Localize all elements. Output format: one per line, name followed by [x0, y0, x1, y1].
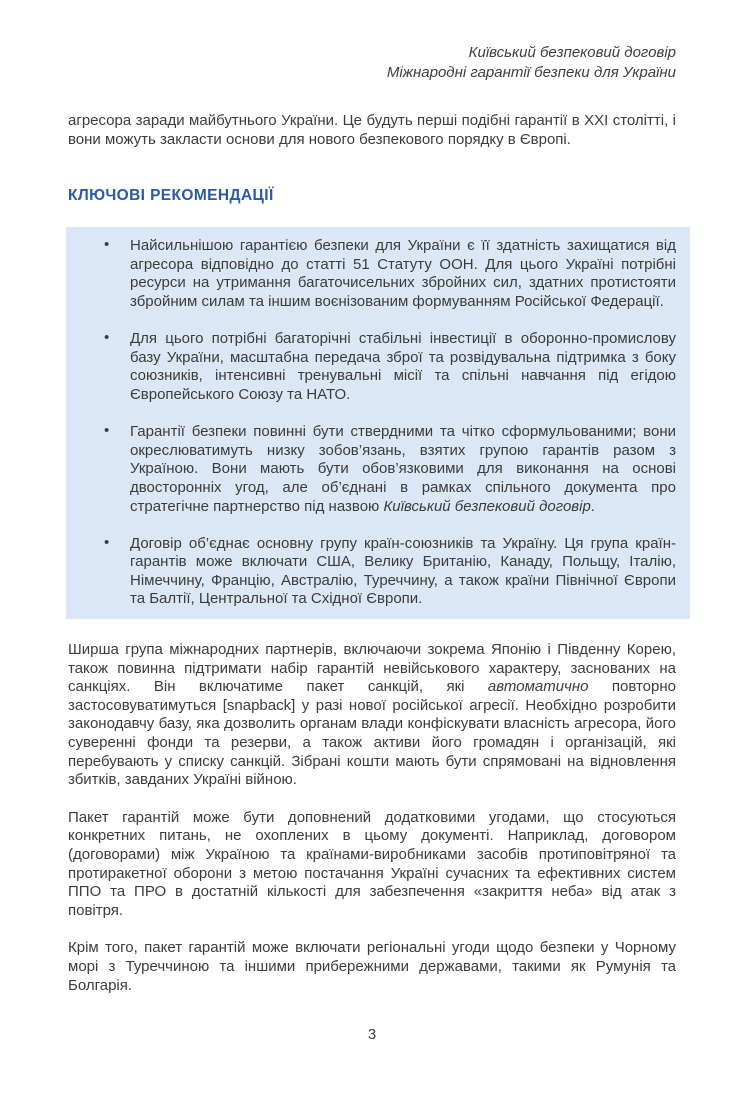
bullet-icon: •: [104, 533, 110, 551]
recommendation-text: [130, 423, 676, 516]
running-header: [68, 43, 676, 82]
header-subtitle: Міжнародні гарантії безпеки для України: [386, 63, 676, 81]
recommendation-item: [66, 330, 690, 404]
recommendation-text: Найсильнішою гарантією безпеки для України є її здатність захищатися від агресора відповідно до статті 51 Статуту ООН. Для цього Україні потрібні ресурси на утримання багаточисельних збройних сил, здатних протистояти збройним силам та іншим воєнізованим формуванням Російської Федерації.: [130, 237, 676, 310]
recommendations-list: [66, 237, 690, 609]
air-defense-paragraph: Пакет гарантій може бути доповнений додатковими угодами, що стосуються конкретних питань, не охоплених в цьому документі. Наприклад, договором (договорами) між Україною та країнами-виробниками засобів протиповітряної та протиракетної оборони з метою постачання Україні сучасних та ефективних систем ППО та ПРО в достатній кількості для забезпечення «закриття неба» від атак з повітря.: [68, 808, 676, 919]
sanctions-paragraph: [68, 641, 676, 790]
recommendation-text: Для цього потрібні багаторічні стабільні інвестиції в оборонно-промислову базу України, масштабна передача зброї та розвідувальна підтримка з боку союзників, інтенсивні тренувальні місії та спільні навчання під егідою Європейського Союзу та НАТО.: [130, 330, 676, 403]
bullet-icon: •: [104, 236, 110, 254]
recommendation-item: [66, 237, 690, 311]
recommendations-box: [66, 227, 690, 619]
bullet-icon: •: [104, 422, 110, 440]
black-sea-paragraph: Крім того, пакет гарантій може включати регіональні угоди щодо безпеки у Чорному морі з Туреччиною та іншими прибережними державами, такими як Румунія та Болгарія.: [68, 939, 676, 994]
recommendation-text-segment: .: [590, 497, 595, 515]
recommendation-item: [66, 423, 690, 516]
page-number: 3: [367, 1026, 377, 1044]
section-heading: КЛЮЧОВІ РЕКОМЕНДАЦІЇ: [68, 187, 274, 205]
paragraph-segment: Ширша група міжнародних партнерів, включаючи зокрема Японію і Південну Корею, також повинна підтримати набір гарантій невійськового характеру, заснованих на санкціях. Він включатиме пакет санкцій, які: [68, 641, 676, 696]
intro-paragraph: агресора заради майбутнього України. Це будуть перші подібні гарантії в ХХІ столітті, і вони можуть закласти основи для нового безпекового порядку в Європі.: [68, 112, 676, 148]
recommendation-text-italic: Київський безпековий договір: [383, 497, 591, 515]
paragraph-italic: автоматично: [487, 678, 589, 696]
header-title: Київський безпековий договір: [468, 44, 676, 61]
bullet-icon: •: [104, 329, 110, 347]
paragraph-segment: повторно застосовуватимуться [snapback] у разі нової російської агресії. Необхідно розробити законодавчу базу, яка дозволить органам влади конфіскувати власність агресора, його суверенні фонди та резерви, а також активи його громадян і організацій, які перебувають у списку санкцій. Зібрані кошти мають бути спрямовані на відновлення збитків, завданих Україні війною.: [68, 678, 676, 789]
recommendation-text-segment: Гарантії безпеки повинні бути ствердними та чітко сформульованими; вони окреслюватимуть низку зобов’язань, взятих групою гарантів разом з Україною. Вони мають бути обов’язковими для виконання на основі двосторонніх угод, але об’єднані в рамках спільного документа про стратегічне партнерство під назвою: [130, 423, 676, 515]
recommendation-item: [66, 535, 690, 609]
recommendation-text: Договір об’єднає основну групу країн-союзників та Україну. Ця група країн-гарантів може включати США, Велику Британію, Канаду, Польщу, Італію, Німеччину, Францію, Австралію, Туреччину, а також країни Північної Європи та Балтії, Центральної та Східної Європи.: [130, 534, 676, 608]
